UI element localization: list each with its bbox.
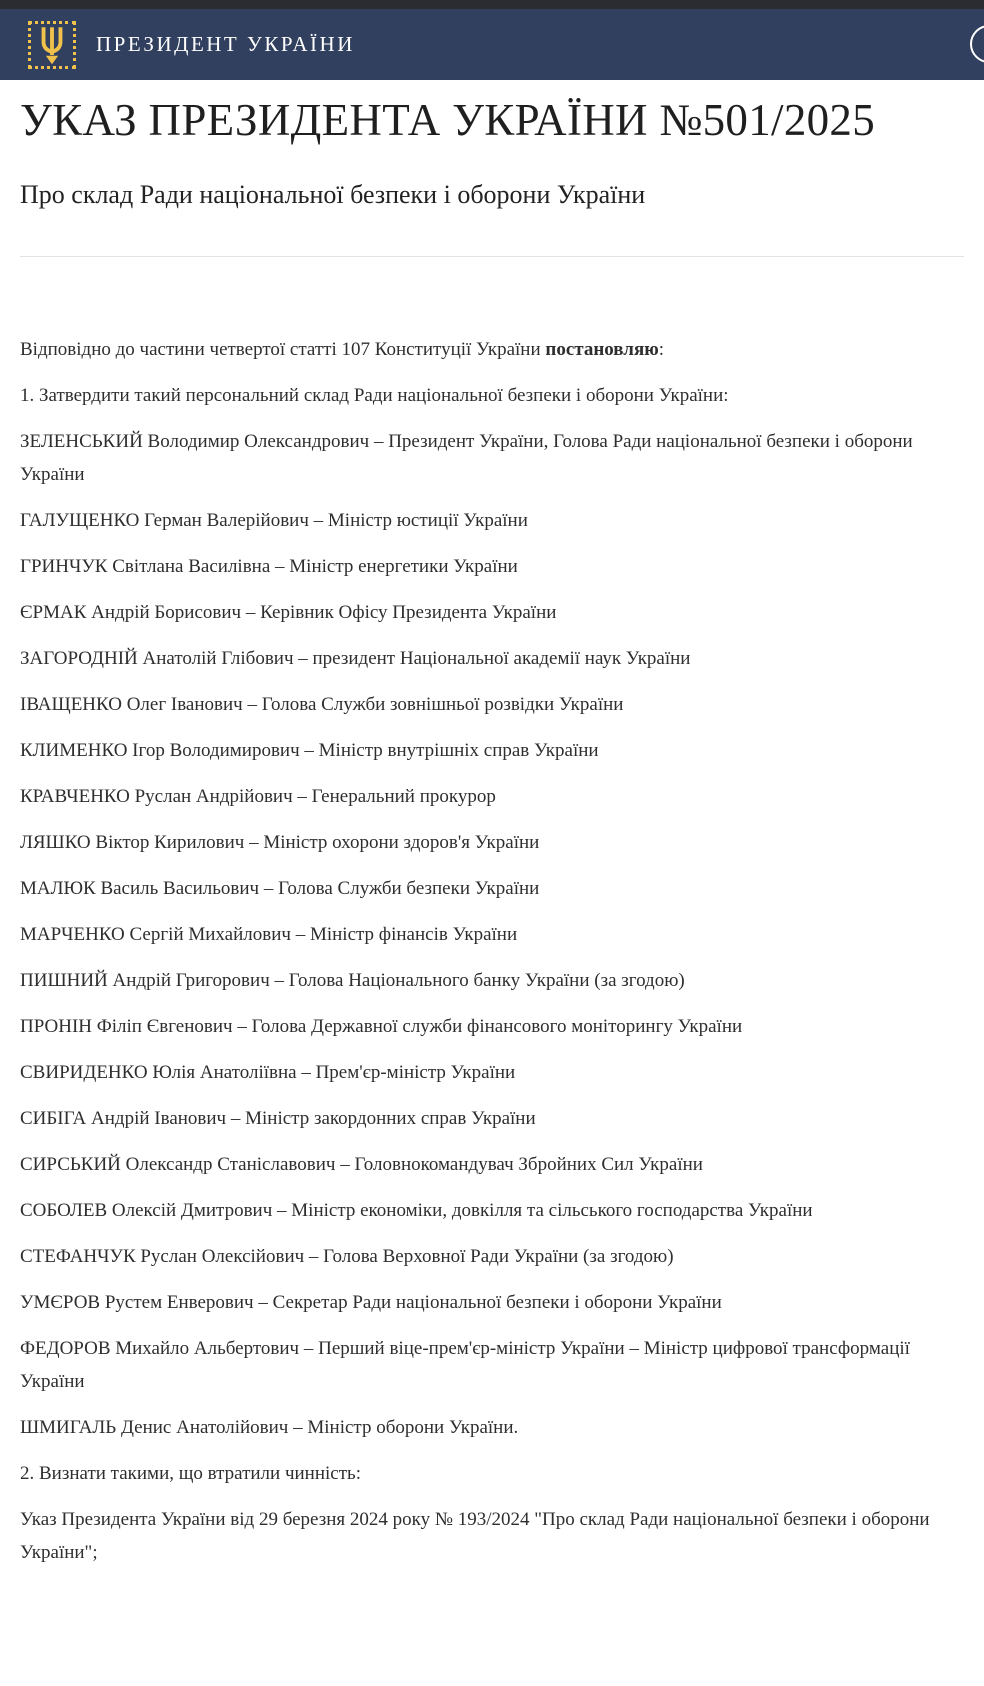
decree-body [20,333,964,1569]
member-paragraph: ЛЯШКО Віктор Кирилович – Міністр охорони здоров'я України [20,832,540,853]
search-button[interactable] [970,25,984,63]
page-subtitle: Про склад Ради національної безпеки і оборони України [20,180,646,209]
revoked-decree-paragraph: Указ Президента України від 29 березня 2024 року № 193/2024 "Про склад Ради національної безпеки і оборони України"; [20,1509,930,1563]
page-title: УКАЗ ПРЕЗИДЕНТА УКРАЇНИ №501/2025 [20,95,876,145]
member-paragraph: КРАВЧЕНКО Руслан Андрійович – Генеральний прокурор [20,786,496,807]
intro-text: Відповідно до частини четвертої статті 107 Конституції України [20,339,546,360]
point-1-paragraph: 1. Затвердити такий персональний склад Ради національної безпеки і оборони України: [20,385,729,406]
members-list [20,425,964,1444]
member-paragraph: СИБІГА Андрій Іванович – Міністр закордонних справ України [20,1108,536,1129]
member-paragraph: СОБОЛЕВ Олексій Дмитрович – Міністр економіки, довкілля та сільського господарства України [20,1200,813,1221]
member-paragraph: СВИРИДЕНКО Юлія Анатоліївна – Прем'єр-міністр України [20,1062,516,1083]
member-paragraph: ГАЛУЩЕНКО Герман Валерійович – Міністр юстиції України [20,510,528,531]
coat-of-arms-emblem[interactable] [28,21,76,69]
member-paragraph: ЗЕЛЕНСЬКИЙ Володимир Олександрович – Президент України, Голова Ради національної безпеки і оборони України [20,431,913,485]
member-paragraph: ГРИНЧУК Світлана Василівна – Міністр енергетики України [20,556,518,577]
top-strip [0,0,984,9]
site-title-link[interactable]: ПРЕЗИДЕНТ УКРАЇНИ [96,32,355,56]
member-paragraph: СТЕФАНЧУК Руслан Олексійович – Голова Верховної Ради України (за згодою) [20,1246,674,1267]
intro-colon: : [658,339,665,360]
member-paragraph: ФЕДОРОВ Михайло Альбертович – Перший віце-прем'єр-міністр України – Міністр цифрової трансформації України [20,1338,910,1392]
member-paragraph: ІВАЩЕНКО Олег Іванович – Голова Служби зовнішньої розвідки України [20,694,624,715]
member-paragraph: ПИШНИЙ Андрій Григорович – Голова Національного банку України (за згодою) [20,970,685,991]
site-header [0,9,984,80]
member-paragraph: КЛИМЕНКО Ігор Володимирович – Міністр внутрішніх справ України [20,740,599,761]
member-paragraph: УМЄРОВ Рустем Енверович – Секретар Ради національної безпеки і оборони України [20,1292,722,1313]
intro-bold-word: постановляю [545,339,659,360]
point-2-paragraph: 2. Визнати такими, що втратили чинність: [20,1463,361,1484]
member-paragraph: ШМИГАЛЬ Денис Анатолійович – Міністр оборони України. [20,1417,519,1438]
divider [20,256,964,257]
member-paragraph: ЄРМАК Андрій Борисович – Керівник Офісу Президента України [20,602,557,623]
member-paragraph: МАЛЮК Василь Васильович – Голова Служби безпеки України [20,878,540,899]
member-paragraph: ЗАГОРОДНІЙ Анатолій Глібович – президент Національної академії наук України [20,648,691,669]
tryzub-icon [38,25,66,65]
member-paragraph: МАРЧЕНКО Сергій Михайлович – Міністр фінансів України [20,924,518,945]
member-paragraph: СИРСЬКИЙ Олександр Станіславович – Головнокомандувач Збройних Сил України [20,1154,703,1175]
intro-paragraph [20,333,964,366]
decree-article [0,94,984,1569]
member-paragraph: ПРОНІН Філіп Євгенович – Голова Державної служби фінансового моніторингу України [20,1016,743,1037]
